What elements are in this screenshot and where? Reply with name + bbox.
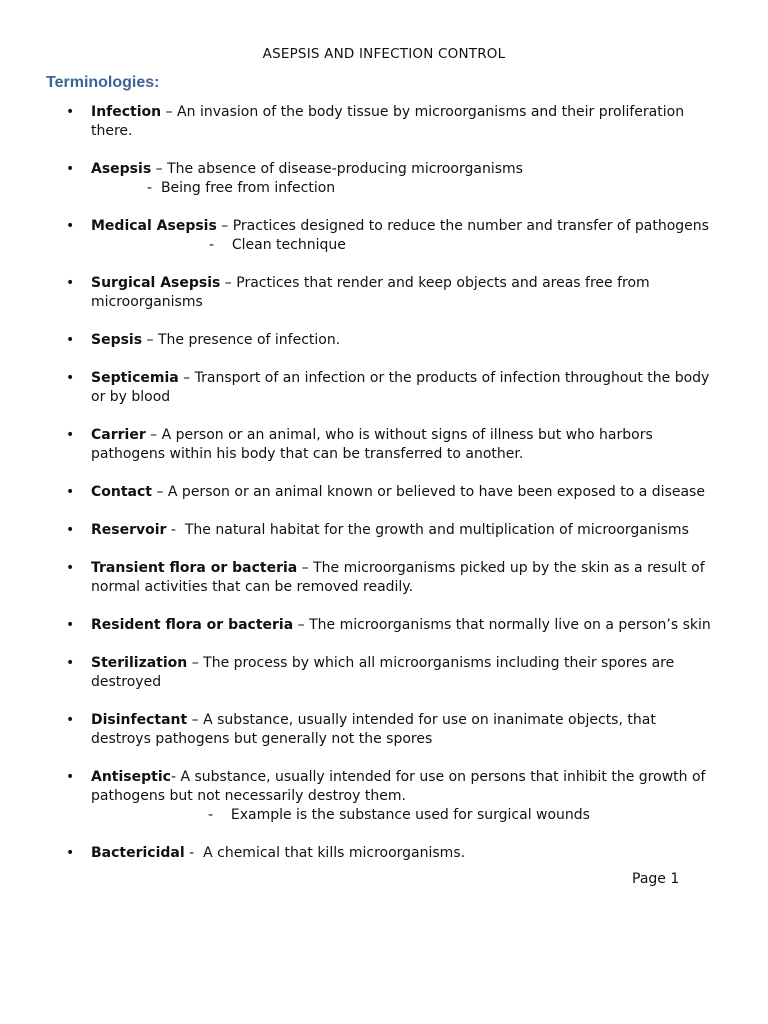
term-item — [0, 711, 768, 749]
term-item — [0, 426, 768, 464]
term-definition: The microorganisms that normally live on a person’s skin — [309, 617, 711, 633]
term-item — [0, 559, 768, 597]
bullet-icon: • — [66, 275, 75, 291]
term-name: Bactericidal — [91, 845, 185, 861]
bullet-icon: • — [66, 104, 75, 120]
term-name: Disinfectant — [91, 712, 188, 728]
term-separator: – — [220, 275, 237, 291]
document-title: ASEPSIS AND INFECTION CONTROL — [262, 46, 506, 62]
term-separator: - — [166, 522, 185, 538]
term-subpoint: - Being free from infection — [147, 180, 336, 196]
bullet-icon: • — [66, 427, 75, 443]
term-separator: – — [187, 655, 204, 671]
bullet-icon: • — [66, 161, 75, 177]
page-number: Page 1 — [632, 871, 680, 887]
term-definition: A person or an animal, who is without signs of illness but who harbors pathogens within his body that can be transferred to another. — [91, 427, 653, 462]
bullet-icon: • — [66, 655, 75, 671]
bullet-icon: • — [66, 769, 75, 785]
term-definition: The absence of disease-producing microorganisms — [167, 161, 523, 177]
term-item — [0, 369, 768, 407]
term-name: Sterilization — [91, 655, 188, 671]
term-definition: An invasion of the body tissue by microorganisms and their proliferation there. — [91, 104, 685, 139]
bullet-icon: • — [66, 522, 75, 538]
term-separator: - — [184, 845, 204, 861]
term-separator: – — [161, 104, 178, 120]
term-item — [0, 616, 768, 635]
term-definition: The process by which all microorganisms including their spores are destroyed — [91, 655, 675, 690]
term-separator: – — [151, 161, 168, 177]
term-item — [0, 768, 768, 825]
term-item — [0, 160, 768, 198]
bullet-icon: • — [66, 617, 75, 633]
section-heading: Terminologies: — [46, 74, 160, 91]
term-item — [0, 274, 768, 312]
bullet-icon: • — [66, 370, 75, 386]
term-definition: Practices that render and keep objects and areas free from microorganisms — [91, 275, 650, 310]
term-separator: - — [170, 769, 181, 785]
term-name: Infection — [91, 104, 162, 120]
bullet-icon: • — [66, 332, 75, 348]
term-separator: – — [297, 560, 314, 576]
term-definition: A person or an animal known or believed to have been exposed to a disease — [167, 484, 705, 500]
term-definition: The presence of infection. — [157, 332, 341, 348]
term-separator: – — [152, 484, 168, 500]
term-definition: The natural habitat for the growth and multiplication of microorganisms — [184, 522, 689, 538]
term-name: Sepsis — [91, 332, 143, 348]
term-name: Medical Asepsis — [91, 218, 217, 234]
term-separator: – — [142, 332, 158, 348]
term-name: Antiseptic — [91, 769, 171, 785]
term-item — [0, 654, 768, 692]
term-definition: The microorganisms picked up by the skin as a result of normal activities that can be removed readily. — [91, 560, 705, 595]
term-separator: – — [216, 218, 233, 234]
term-definition: Practices designed to reduce the number and transfer of pathogens — [232, 218, 709, 234]
term-separator: – — [145, 427, 162, 443]
term-name: Reservoir — [91, 522, 167, 538]
term-subpoint: - Clean technique — [209, 237, 346, 253]
term-separator: – — [293, 617, 310, 633]
term-definition: A substance, usually intended for use on persons that inhibit the growth of pathogens but not necessarily destroy them. — [91, 769, 706, 804]
bullet-icon: • — [66, 484, 75, 500]
term-name: Septicemia — [91, 370, 179, 386]
term-separator: – — [178, 370, 195, 386]
term-name: Resident flora or bacteria — [91, 617, 294, 633]
term-definition: A chemical that kills microorganisms. — [203, 845, 466, 861]
term-item — [0, 331, 768, 350]
term-item — [0, 483, 768, 502]
term-name: Asepsis — [91, 161, 152, 177]
term-definition: Transport of an infection or the products of infection throughout the body or by blood — [91, 370, 710, 405]
bullet-icon: • — [66, 218, 75, 234]
bullet-icon: • — [66, 845, 75, 861]
terminology-list — [0, 103, 768, 882]
term-name: Contact — [91, 484, 152, 500]
term-subpoint: - Example is the substance used for surgical wounds — [208, 807, 590, 823]
term-definition: A substance, usually intended for use on inanimate objects, that destroys pathogens but generally not the spores — [91, 712, 656, 747]
term-name: Carrier — [91, 427, 146, 443]
term-item — [0, 521, 768, 540]
bullet-icon: • — [66, 560, 75, 576]
term-name: Transient flora or bacteria — [91, 560, 298, 576]
term-item — [0, 217, 768, 255]
bullet-icon: • — [66, 712, 75, 728]
term-item — [0, 844, 768, 863]
term-separator: – — [187, 712, 204, 728]
term-item — [0, 103, 768, 141]
term-name: Surgical Asepsis — [91, 275, 221, 291]
